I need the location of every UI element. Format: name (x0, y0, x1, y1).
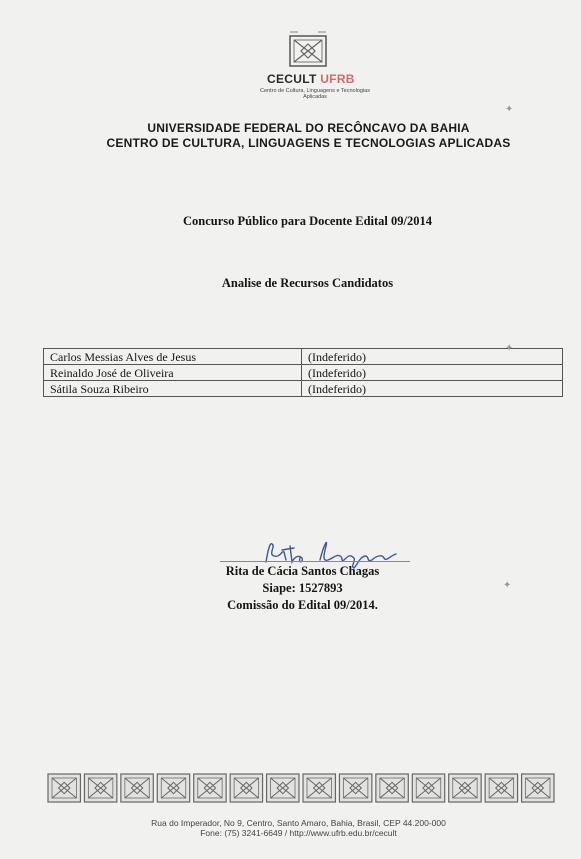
pattern-tile (303, 774, 335, 802)
document-title: Concurso Público para Docente Edital 09/2014 (183, 214, 432, 228)
scan-speck: ✦ (503, 580, 512, 591)
pattern-tile (339, 774, 371, 802)
pattern-tile (485, 774, 517, 802)
table-row (44, 349, 563, 365)
pattern-tile (412, 774, 444, 802)
pattern-tile (194, 774, 226, 802)
candidate-name: Carlos Messias Alves de Jesus (44, 349, 302, 365)
logo-subtitle: Centro de Cultura, Linguagens e Tecnologias Aplicadas (260, 88, 370, 100)
pattern-tile (376, 774, 408, 802)
signature-line (220, 561, 410, 562)
pattern-tile (267, 774, 299, 802)
logo-brand: CECULT (267, 72, 317, 86)
pattern-tile (522, 774, 554, 802)
pattern-tile (84, 774, 116, 802)
scan-speck: ✦ (505, 343, 514, 354)
scan-speck: ✦ (505, 104, 514, 115)
footer-address: Rua do Imperador, No 9, Centro, Santo Amaro, Bahia, Brasil, CEP 44.200-000 (151, 818, 446, 828)
pattern-tile (48, 774, 80, 802)
candidate-name: Reinaldo José de Oliveira (44, 365, 302, 381)
candidate-status: (Indeferido) (302, 381, 563, 397)
center-name: CENTRO DE CULTURA, LINGUAGENS E TECNOLOGIAS APLICADAS (106, 136, 511, 150)
document-subtitle: Analise de Recursos Candidatos (221, 276, 394, 290)
table-row (44, 381, 563, 397)
candidate-status: (Indeferido) (302, 349, 563, 365)
signer-role: Comissão do Edital 09/2014. (227, 598, 378, 612)
logo-title (267, 72, 377, 86)
decorative-pattern-band (46, 770, 556, 806)
pattern-tile (230, 774, 262, 802)
pattern-tile (121, 774, 153, 802)
pattern-tile (449, 774, 481, 802)
university-name: UNIVERSIDADE FEDERAL DO RECÔNCAVO DA BAHIA (147, 121, 470, 135)
candidate-status: (Indeferido) (302, 365, 563, 381)
candidate-name: Sátila Souza Ribeiro (44, 381, 302, 397)
cecult-logo (255, 30, 385, 110)
candidates-table (43, 348, 563, 397)
pattern-tile (157, 774, 189, 802)
footer-contact: Fone: (75) 3241-6649 / http://www.ufrb.edu.br/cecult (200, 828, 397, 838)
signer-name: Rita de Cácia Santos Chagas (225, 564, 380, 578)
signer-siape: Siape: 1527893 (262, 581, 343, 595)
logo-brand-accent: UFRB (320, 72, 355, 86)
cecult-emblem-icon (288, 30, 328, 70)
table-row (44, 365, 563, 381)
